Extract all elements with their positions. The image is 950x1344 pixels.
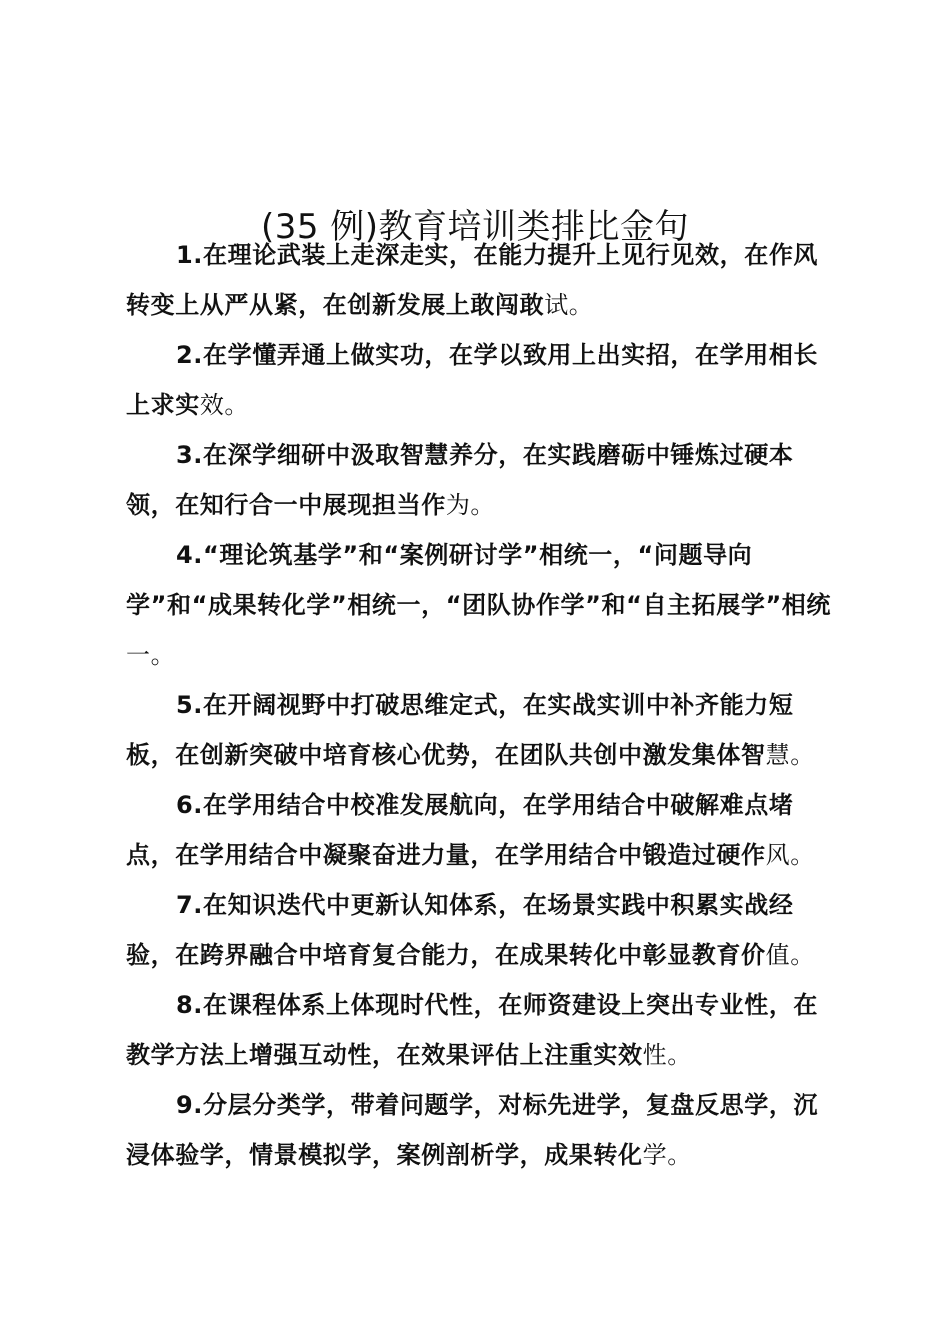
- document-body: [126, 230, 836, 1180]
- item-text: 5.在开阔视野中打破思维定式，在实战实训中补齐能力短板，在创新突破中培育核心优势，在团队共创中激发集体智: [126, 691, 794, 769]
- item-text: 6.在学用结合中校准发展航向，在学用结合中破解难点堵点，在学用结合中凝聚奋进力量，在学用结合中锻造过硬作: [126, 791, 794, 869]
- list-item: [126, 980, 836, 1080]
- list-item: [126, 530, 836, 680]
- list-item: [126, 780, 836, 880]
- item-ending: 学。: [642, 1141, 692, 1169]
- item-ending: 为。: [445, 491, 496, 519]
- list-item: [126, 330, 836, 430]
- item-ending: 性。: [642, 1041, 692, 1069]
- list-item: [126, 430, 836, 530]
- item-ending: 慧。: [765, 741, 815, 769]
- list-item: [126, 1080, 836, 1180]
- item-text: 2.在学懂弄通上做实功，在学以致用上出实招，在学用相长上求实: [126, 341, 819, 419]
- item-text: 8.在课程体系上体现时代性，在师资建设上突出专业性，在教学方法上增强互动性，在效果评估上注重实效: [126, 991, 819, 1069]
- list-item: [126, 880, 836, 980]
- item-ending: 试。: [544, 291, 594, 319]
- item-text: 4.“理论筑基学”和“案例研讨学”相统一，“问题导向学”和“成果转化学”相统一，“团队协作学”和“自主拓展学”相统: [126, 541, 832, 619]
- item-text: 1.在理论武装上走深走实，在能力提升上见行见效，在作风转变上从严从紧，在创新发展上敢闯敢: [126, 241, 819, 319]
- item-ending: 风。: [765, 841, 815, 869]
- document-title: (35 例)教育培训类排比金句: [260, 206, 690, 247]
- item-text: 9.分层分类学，带着问题学，对标先进学，复盘反思学，沉浸体验学，情景模拟学，案例剖析学，成果转化: [126, 1091, 819, 1169]
- item-ending: 值。: [765, 941, 815, 969]
- item-ending: 一。: [126, 641, 176, 669]
- list-item: [126, 230, 836, 330]
- item-ending: 效。: [199, 391, 250, 419]
- item-text: 7.在知识迭代中更新认知体系，在场景实践中积累实战经验，在跨界融合中培育复合能力，在成果转化中彰显教育价: [126, 891, 794, 969]
- list-item: [126, 680, 836, 780]
- item-text: 3.在深学细研中汲取智慧养分，在实践磨砺中锤炼过硬本领，在知行合一中展现担当作: [126, 441, 794, 519]
